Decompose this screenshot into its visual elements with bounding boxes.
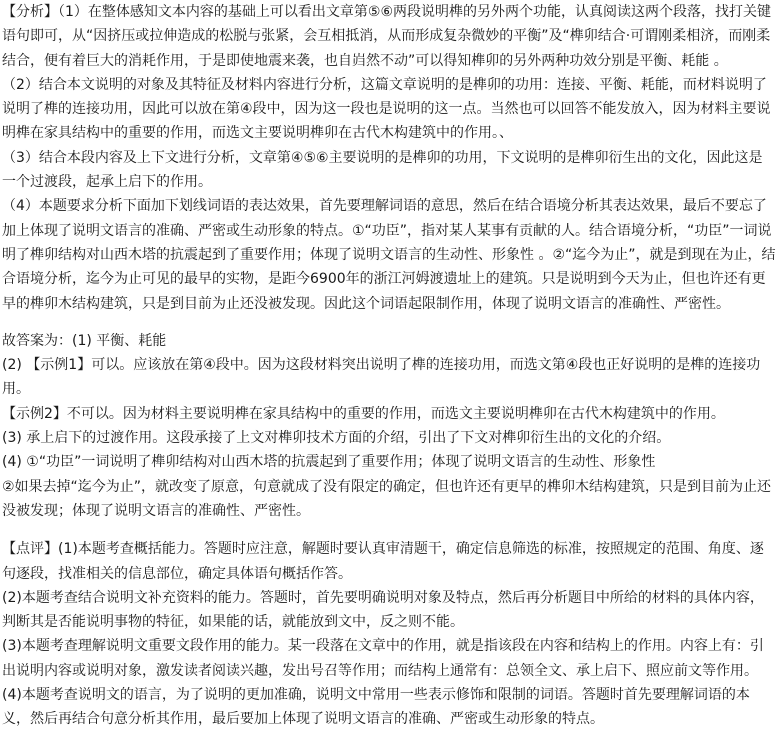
review-section xyxy=(2,537,776,731)
answer-line-2: (2) 【示例1】可以。应该放在第④段中。因为这段材料突出说明了榫的连接功用，而选文第④段也正好说明的是榫的连接功用。 xyxy=(2,357,761,398)
analysis-paragraph-3: （3）结合本段内容及上下文进行分析，文章第④⑤⑥主要说明的是榫卯的功用，下文说明的是榫卯衍生出的文化，因此这是一个过渡段，起承上启下的作用。 xyxy=(2,149,763,191)
answer-line-1: 故答案为：(1) 平衡、耗能 xyxy=(2,332,167,349)
answer-section xyxy=(2,329,776,523)
analysis-paragraph-1: 【分析】（1）在整体感知文本内容的基础上可以看出文章第⑤⑥两段说明榫的另外两个功能，认真阅读这两个段落，找打关键语句即可，从“因挤压或拉伸造成的松脱与张紧，会互相抵消，从而形成复杂微妙的平衡”及“榫卯结合·可谓刚柔相济，而刚柔结合，便有着巨大的消耗作用，于是即使地震来袭，也自岿然不动”可以得知榫卯的另外两种功效分别是平衡、耗能 。 xyxy=(2,4,772,69)
review-paragraph-4: (4)本题考查说明文的语言，为了说明的更加准确，说明文中常用一些表示修饰和限制的词语。答题时首先要理解词语的本义，然后再结合句意分析其作用，最后要加上体现了说明文语言的准确、严密或生动形象的特点。 xyxy=(2,687,750,728)
analysis-section xyxy=(2,0,776,316)
answer-line-6: ②如果去掉“迄今为止”，就改变了原意，句意就成了没有限定的确定，但也许还有更早的榫卯木结构建筑，只是到目前为止还没被发现；体现了说明文语言的准确性、严密性。 xyxy=(2,478,772,519)
analysis-paragraph-2: （2）结合本文说明的对象及其特征及材料内容进行分析，这篇文章说明的是榫卯的功用：连接、平衡、耗能，而材料说明了说明了榫的连接功用，因此可以放在第④段中，因为这一段也是说明的这一点。当然也可以回答不能发放入，因为材料主要说明榫在家具结构中的重要的作用，而选文主要说明榫卯在古代木构建筑中的作用。、 xyxy=(2,76,771,142)
answer-line-5: (4) ①“功臣”一词说明了榫卯结构对山西木塔的抗震起到了重要作用；体现了说明文语言的生动性、形象性 xyxy=(2,454,656,471)
analysis-paragraph-4: （4）本题要求分析下面加下划线词语的表达效果，首先要理解词语的意思，然后在结合语境分析其表达效果，最后不要忘了加上体现了说明文语言的准确、严密或生动形象的特点。①“功臣”，指对某人某事有贡献的人。结合语境分析，“功臣”一词说明了榫卯结构对山西木塔的抗震起到了重要作用；体现了说明文语言的生动性、形象性 。②“迄今为止”，就是到现在为止，结合语境分析，迄今为止可见的最早的实物，是距今6900年的浙江河姆渡遗址上的建筑。只是说明到今天为止，但也许还有更早的榫卯木结构建筑，只是到目前为止还没被发现。因此这个词语起限制作用，体现了说明文语言的准确性、严密性。 xyxy=(2,198,776,312)
review-paragraph-2: (2)本题考查结合说明文补充资料的能力。答题时，首先要明确说明对象及特点，然后再分析题目中所给的材料的具体内容，判断其是否能说明事物的特征，如果能的话，就能放到文中，反之则不能。 xyxy=(2,589,764,631)
answer-line-4: (3) 承上启下的过渡作用。这段承接了上文对榫卯技术方面的介绍，引出了下文对榫卯衍生出的文化的介绍。 xyxy=(2,430,671,447)
section-gap xyxy=(2,316,776,326)
answer-line-3: 【示例2】不可以。因为材料主要说明榫在家具结构中的重要的作用，而选文主要说明榫卯在古代木构建筑中的作用。 xyxy=(2,405,725,422)
review-paragraph-1: 【点评】(1)本题考查概括能力。答题时应注意，解题时要认真审清题干，确定信息筛选的标准，按照规定的范围、角度、逐句逐段，找准相关的信息部位，确定具体语句概括作答。 xyxy=(2,541,764,582)
review-paragraph-3: (3)本题考查理解说明文重要文段作用的能力。某一段落在文章中的作用，就是指该段在内容和结构上的作用。内容上有：引出说明内容或说明对象，激发读者阅读兴趣，发出号召等作用；而结构上通常有：总领全文、承上启下、照应前文等作用。 xyxy=(2,638,764,679)
